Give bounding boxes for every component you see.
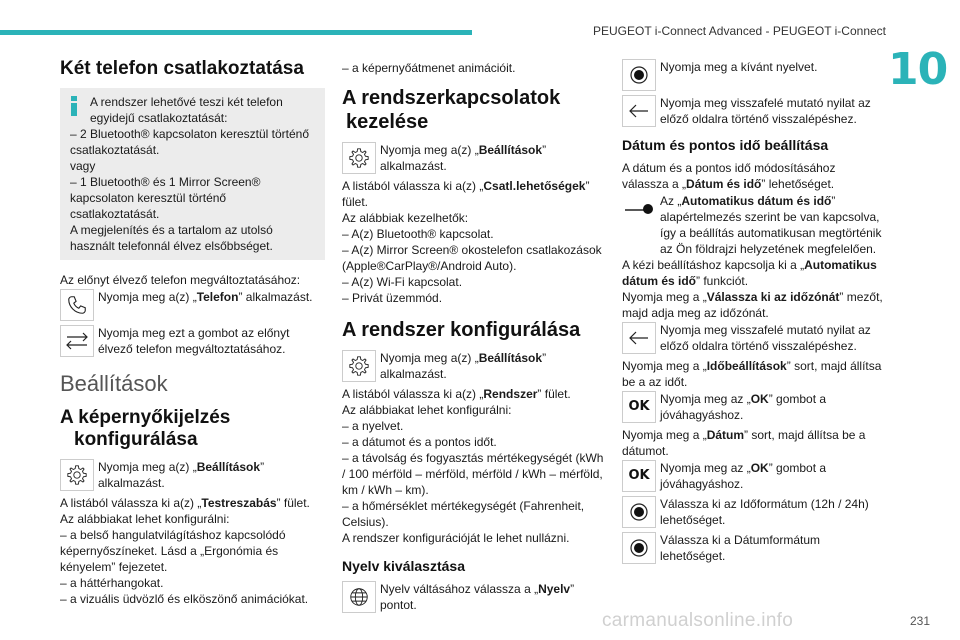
date-intro: A dátum és a pontos idő módosításához xyxy=(622,161,836,175)
step-select-language: Nyomja meg a kívánt nyelvet. xyxy=(622,59,884,91)
column-2 xyxy=(342,58,604,617)
sys-line: – a dátumot és a pontos időt. xyxy=(342,435,497,449)
anim-line: – a képernyőátmenet animációit. xyxy=(342,61,516,75)
select-tab-line: A listából válassza ki a(z) „Testreszabás” fület. xyxy=(60,496,310,510)
time-line: Nyomja meg a „Időbeállítások” sort, majd állítsa be a az időt. xyxy=(622,359,882,389)
globe-icon xyxy=(342,581,376,613)
gear-icon xyxy=(342,142,376,174)
sys-line: Az alábbiakat lehet konfigurálni: xyxy=(342,403,512,417)
config-line: – a belső hangulatvilágításhoz kapcsolódó képernyőszíneket. Lásd a „Ergonómia és kényelem” fejezetet. xyxy=(60,528,286,574)
step-back: Nyomja meg visszafelé mutató nyilat az előző oldalra történő visszalépéshez. xyxy=(622,322,884,354)
connections-title: A rendszerkapcsolatok kezelése xyxy=(342,87,561,133)
sys-line: – a nyelvet. xyxy=(342,419,404,433)
step-settings-app: Nyomja meg a(z) „Beállítások” alkalmazást. xyxy=(342,142,604,174)
config-line: Az alábbiakat lehet konfigurálni: xyxy=(60,512,230,526)
conn-line: Az alábbiak kezelhetők: xyxy=(342,211,469,225)
back-arrow-icon xyxy=(622,322,656,354)
info-icon xyxy=(70,96,78,116)
conn-line: – A(z) Wi-Fi kapcsolat. xyxy=(342,275,463,289)
step-auto-date: Az „Automatikus dátum és idő” alapértelmezés szerint be van kapcsolva, így a beállítás automatikusan megtörténik az Ön földrajzi helyzetének megfelelően. xyxy=(622,193,884,257)
radio-selected-icon xyxy=(622,532,656,564)
date-line: Nyomja meg a „Dátum” sort, majd állítsa be a dátumot. xyxy=(622,428,866,458)
sys-line: – a hőmérséklet mértékegységét (Fahrenheit, Celsius). xyxy=(342,499,585,529)
conn-line: – A(z) Bluetooth® kapcsolat. xyxy=(342,227,494,241)
date-time-title: Dátum és pontos idő beállítása xyxy=(622,137,829,153)
info-box xyxy=(60,88,325,260)
date-intro: válassza a „Dátum és idő” lehetőséget. xyxy=(622,177,835,191)
conn-line: – Privát üzemmód. xyxy=(342,291,443,305)
step-swap-phone: Nyomja meg ezt a gombot az előnyt élvező telefon megváltoztatásához. xyxy=(60,325,325,357)
config-line: – a háttérhangokat. xyxy=(60,576,164,590)
step-date-format: Válassza ki a Dátumformátum lehetőséget. xyxy=(622,532,884,564)
radio-selected-icon xyxy=(622,59,656,91)
gear-icon xyxy=(342,350,376,382)
sys-line: – a távolság és fogyasztás mértékegységét (kWh / 100 mérföld – mérföld, mérföld / kWh – mérföld, km / kWh – km). xyxy=(342,451,604,497)
step-back: Nyomja meg visszafelé mutató nyilat az előző oldalra történő visszalépéshez. xyxy=(622,95,884,127)
ok-button-icon: OK xyxy=(622,391,656,423)
watermark: carmanualsonline.info xyxy=(602,610,794,631)
settings-title: Beállítások xyxy=(60,371,168,396)
back-arrow-icon xyxy=(622,95,656,127)
info-line: – 1 Bluetooth® és 1 Mirror Screen® kapcsolaton keresztül történő csatlakoztatását. xyxy=(70,175,261,221)
step-ok: OK Nyomja meg az „OK” gombot a jóváhagyáshoz. xyxy=(622,391,884,423)
page-number: 231 xyxy=(909,614,930,628)
ok-button-icon: OK xyxy=(622,460,656,492)
info-line: – 2 Bluetooth® kapcsolaton keresztül történő csatlakoztatását. xyxy=(70,127,309,157)
step-settings-app: Nyomja meg a(z) „Beállítások” alkalmazást. xyxy=(60,459,325,491)
select-tab-line: A listából válassza ki a(z) „Csatl.lehetőségek” fület. xyxy=(342,179,590,209)
column-1 xyxy=(60,58,325,607)
conn-line: – A(z) Mirror Screen® okostelefon csatlakozások (Apple®CarPlay®/Android Auto). xyxy=(342,243,602,273)
section-title-two-phones: Két telefon csatlakoztatása xyxy=(60,58,304,79)
toggle-switch-icon xyxy=(622,193,656,225)
manual-line: A kézi beállításhoz kapcsolja ki a „Automatikus dátum és idő” funkciót. xyxy=(622,258,877,288)
config-line: – a vizuális üdvözlő és elköszönő animációkat. xyxy=(60,592,309,606)
step-phone-app: Nyomja meg a(z) „Telefon” alkalmazást. xyxy=(60,289,325,321)
radio-selected-icon xyxy=(622,496,656,528)
system-config-title: A rendszer konfigurálása xyxy=(342,319,581,341)
info-line: A megjelenítés és a tartalom az utolsó használt telefonnál élvez elsőbbséget. xyxy=(70,223,273,253)
swap-arrows-icon xyxy=(60,325,94,357)
step-ok: OK Nyomja meg az „OK” gombot a jóváhagyáshoz. xyxy=(622,460,884,492)
step-settings-app: Nyomja meg a(z) „Beállítások” alkalmazást. xyxy=(342,350,604,382)
phone-icon xyxy=(60,289,94,321)
info-line: A rendszer lehetővé teszi két telefon egyidejű csatlakoztatását: xyxy=(90,95,283,125)
pref-intro: Az előnyt élvező telefon megváltoztatásához: xyxy=(60,273,301,287)
language-title: Nyelv kiválasztása xyxy=(342,558,465,574)
gear-icon xyxy=(60,459,94,491)
display-config-title: A képernyőkijelzés konfigurálása xyxy=(60,407,231,450)
column-3 xyxy=(622,58,884,568)
timezone-line: Nyomja meg a „Válassza ki az időzónát” mezőt, majd adja meg az időzónát. xyxy=(622,290,883,320)
chapter-number: 10 xyxy=(888,44,948,95)
select-tab-line: A listából válassza ki a(z) „Rendszer” fület. xyxy=(342,387,571,401)
running-head: PEUGEOT i-Connect Advanced - PEUGEOT i-Connect xyxy=(592,24,886,38)
sys-line: A rendszer konfigurációját le lehet nullázni. xyxy=(342,531,570,545)
step-time-format: Válassza ki az Időformátum (12h / 24h) lehetőséget. xyxy=(622,496,884,528)
step-language: Nyelv váltásához válassza a „Nyelv” pontot. xyxy=(342,581,604,613)
info-line: vagy xyxy=(70,159,96,173)
header-accent-bar xyxy=(0,30,472,35)
